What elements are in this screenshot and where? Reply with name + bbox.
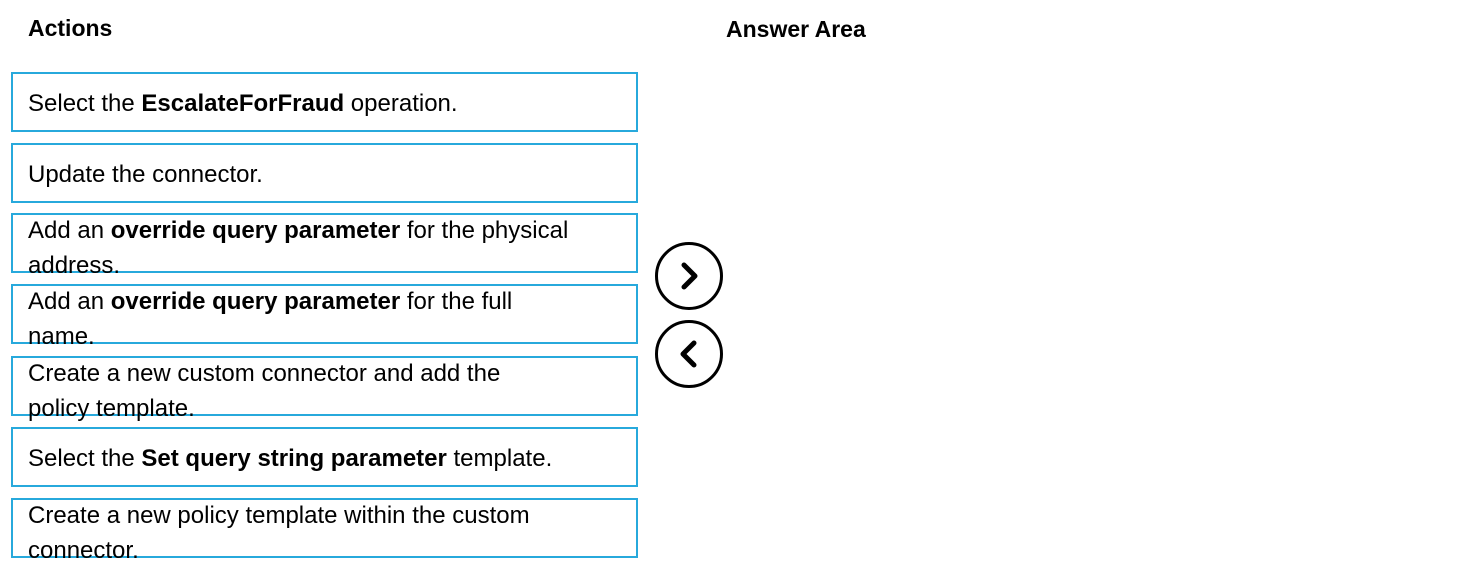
action-item-override-physical-address[interactable] — [11, 213, 638, 279]
action-item-create-custom-connector[interactable] — [11, 356, 638, 422]
action-text: Create a new policy template within the custom connector. — [28, 502, 530, 564]
answer-area-dropzone[interactable] — [760, 60, 1450, 570]
action-text: Create a new custom connector and add the policy template. — [28, 360, 501, 422]
action-item-create-policy-template[interactable] — [11, 498, 638, 564]
action-text: Add an override query parameter for the physical address. — [28, 217, 569, 279]
action-text: Select the Set query string parameter template. — [28, 445, 553, 472]
answer-area-heading: Answer Area — [726, 16, 866, 42]
actions-heading: Actions — [28, 15, 113, 41]
chevron-left-icon — [674, 339, 704, 369]
action-item-select-escalateforfraud[interactable] — [11, 72, 638, 132]
action-item-override-full-name[interactable] — [11, 284, 638, 350]
action-text: Select the EscalateForFraud operation. — [28, 90, 458, 117]
chevron-right-icon — [674, 261, 704, 291]
action-item-select-set-query-string[interactable] — [11, 427, 638, 487]
move-right-button[interactable] — [655, 242, 723, 310]
action-text: Update the connector. — [28, 161, 263, 188]
move-left-button[interactable] — [655, 320, 723, 388]
action-text: Add an override query parameter for the full name. — [28, 288, 513, 350]
action-item-update-connector[interactable] — [11, 143, 638, 203]
